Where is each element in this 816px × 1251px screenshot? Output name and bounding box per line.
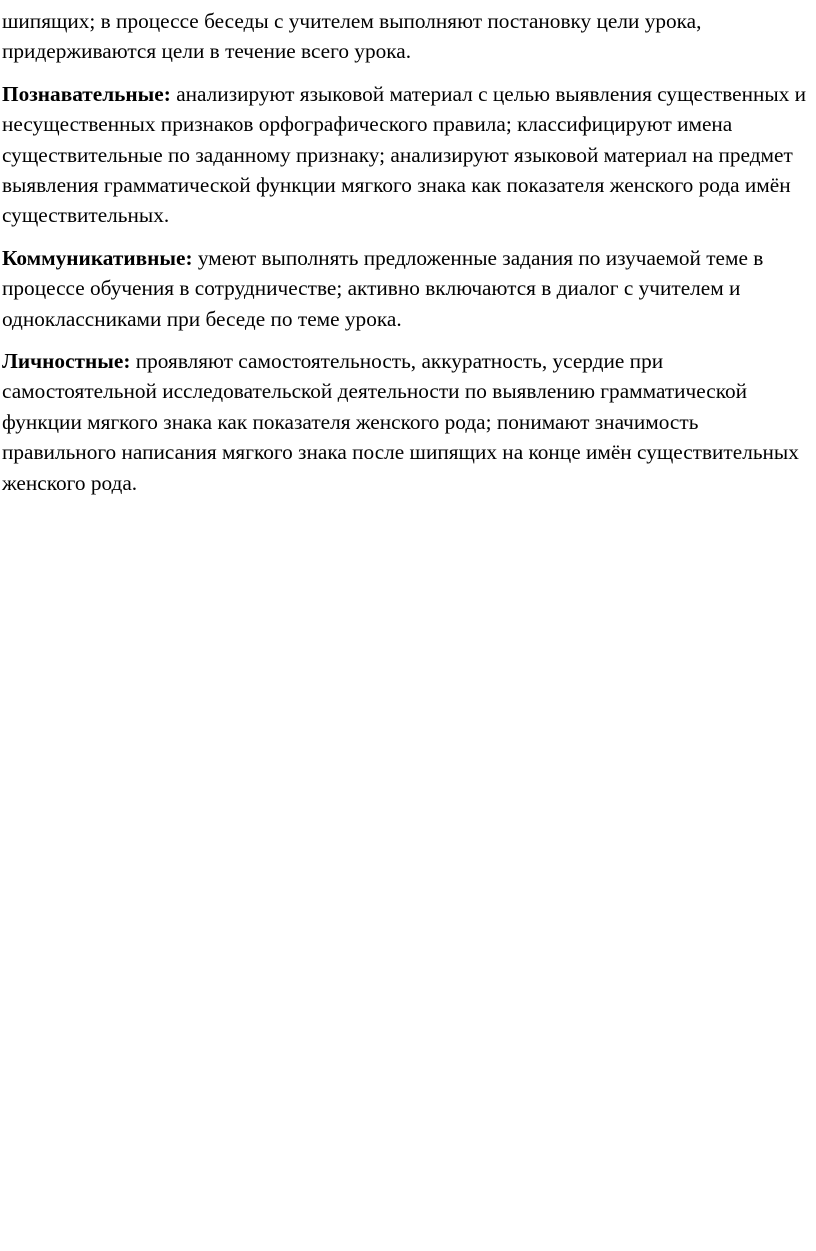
paragraph-label: Личностные: (2, 349, 131, 374)
document-page (2, 0, 814, 510)
paragraph-continuation (2, 6, 814, 67)
paragraph-text: шипящих; в процессе беседы с учителем выполняют постановку цели урока, придерживаются цели в течение всего урока. (2, 9, 702, 64)
paragraph-communicative (2, 243, 814, 334)
paragraph-personal (2, 346, 814, 498)
paragraph-label: Познавательные: (2, 81, 171, 106)
paragraph-text: проявляют самостоятельность, аккуратность, усердие при самостоятельной исследовательской деятельности по выявлению грамматической функции мягкого знака как показателя женского рода; понимают значимость правильного написания мягкого знака после шипящих на конце имён существительных женского рода. (2, 349, 799, 495)
paragraph-cognitive (2, 79, 814, 231)
paragraph-label: Коммуникативные: (2, 245, 193, 270)
paragraph-text: анализируют языковой материал с целью выявления существенных и несущественных признаков орфографического правила; классифицируют имена существительные по заданному признаку; анализируют языковой материал на предмет выявления грамматической функции мягкого знака как показателя женского рода имён существительных. (2, 81, 807, 228)
paragraph-text: умеют выполнять предложенные задания по изучаемой теме в процессе обучения в сотрудничестве; активно включаются в диалог с учителем и одноклассниками при беседе по теме урока. (2, 245, 764, 331)
